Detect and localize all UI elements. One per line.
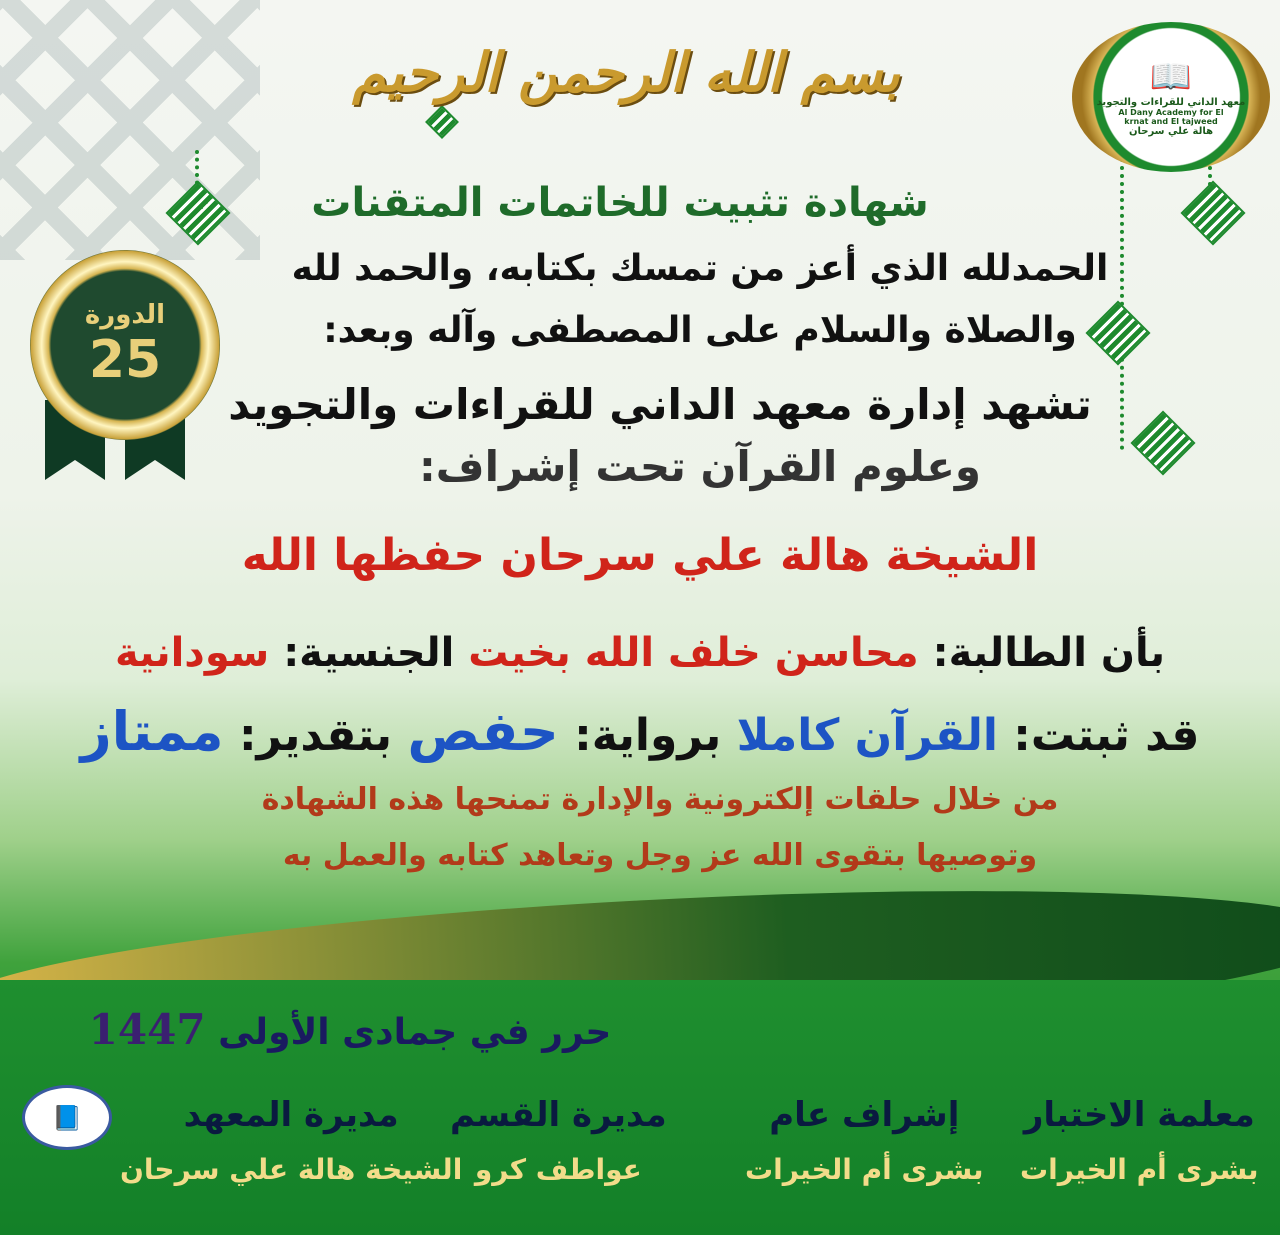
grade: ممتاز (80, 700, 224, 763)
supervisor-name: الشيخة هالة علي سرحان حفظها الله (241, 530, 1039, 581)
testify-line-1: تشهد إدارة معهد الداني للقراءات والتجويد (228, 380, 1092, 429)
student-line (0, 630, 1280, 676)
certificate-title: شهادة تثبيت للخاتمات المتقنات (311, 180, 929, 226)
signature-title: مديرة القسم (450, 1095, 667, 1135)
signature-name: بشرى أم الخيرات (1020, 1153, 1259, 1186)
grade-label: بتقدير: (238, 710, 392, 761)
nationality: سودانية (114, 630, 270, 676)
academy-logo (1072, 22, 1270, 172)
signature-supervision (745, 1095, 984, 1186)
logo-arabic: معهد الداني للقراءات والتجويد (1096, 97, 1246, 108)
riwaya: حفص (407, 700, 559, 763)
badge-number: 25 (88, 330, 162, 390)
result-what: القرآن كاملا (736, 710, 998, 761)
book-icon: 📘 (52, 1103, 82, 1132)
signature-department (450, 1095, 667, 1186)
basmala: بسم الله الرحمن الرحيم (352, 40, 900, 104)
result-line (0, 700, 1280, 763)
date-text: حرر في جمادى الأولى (218, 1012, 612, 1053)
nationality-label: الجنسية: (283, 630, 455, 676)
signature-title: معلمة الاختبار (1023, 1095, 1255, 1135)
student-name: محاسن خلف الله بخيت (468, 630, 919, 676)
footer-logo (22, 1085, 112, 1150)
logo-founder: هالة علي سرحان (1128, 126, 1214, 137)
signature-name: عواطف كرو (474, 1153, 642, 1186)
star-icon (425, 105, 459, 139)
date-year: 1447 (88, 1005, 206, 1054)
signature-name: الشيخة هالة علي سرحان (120, 1153, 463, 1186)
testify-line-2: وعلوم القرآن تحت إشراف: (419, 442, 981, 491)
signature-title: إشراف عام (769, 1095, 960, 1135)
signature-name: بشرى أم الخيرات (745, 1153, 984, 1186)
date-line (0, 1005, 990, 1054)
intro-line-2: والصلاة والسلام على المصطفى وآله وبعد: (323, 310, 1077, 351)
intro-line-1: الحمدلله الذي أعز من تمسك بكتابه، والحمد لله (291, 248, 1109, 289)
badge-label: الدورة (84, 300, 166, 330)
closing-line-2: وتوصيها بتقوى الله عز وجل وتعاهد كتابه والعمل به (282, 838, 1038, 873)
student-label: بأن الطالبة: (932, 630, 1166, 676)
signature-tester (1020, 1095, 1259, 1186)
book-icon: 📖 (1149, 57, 1193, 97)
logo-english: Al Dany Academy for El krnat and El tajweed (1118, 108, 1224, 126)
riwaya-label: برواية: (574, 710, 722, 761)
signature-director (120, 1095, 462, 1186)
signature-title: مديرة المعهد (183, 1095, 399, 1135)
result-label: قد ثبتت: (1013, 710, 1200, 761)
closing-line-1: من خلال حلقات إلكترونية والإدارة تمنحها هذه الشهادة (261, 782, 1059, 817)
